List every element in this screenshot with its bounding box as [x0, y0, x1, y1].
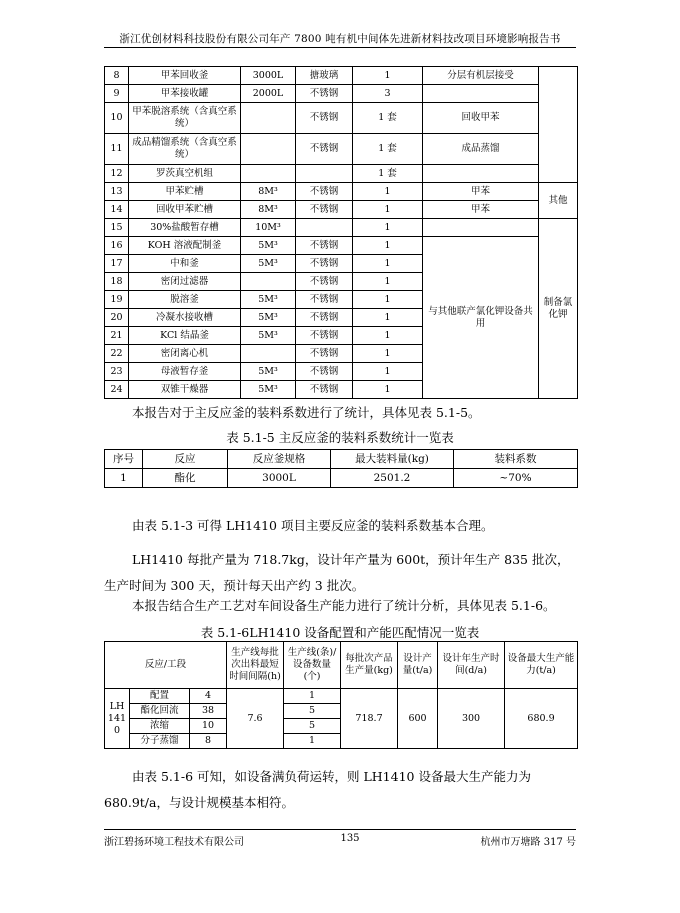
equipment-quantity: 1: [353, 237, 423, 255]
equipment-spec: 5M³: [241, 237, 296, 255]
row-number: 9: [105, 85, 129, 103]
equipment-name: 罗茨真空机组: [129, 165, 241, 183]
equipment-material: 不锈钢: [296, 237, 353, 255]
equipment-note: [423, 219, 539, 237]
row-number: 22: [105, 345, 129, 363]
equipment-name: 脱溶釜: [129, 291, 241, 309]
equipment-quantity: 1: [353, 201, 423, 219]
paragraph-production: LH1410 每批产量为 718.7kg，设计年产量为 600t，预计年生产 835 批次，生产时间为 300 天，预计每天出产约 3 批次。: [104, 552, 570, 593]
step-lines: 1: [284, 734, 341, 749]
equipment-quantity: 1: [353, 381, 423, 399]
table-row: [105, 134, 578, 165]
table-header-row: [105, 450, 578, 469]
row-number: 10: [105, 103, 129, 134]
equipment-name: 母液暂存釜: [129, 363, 241, 381]
step-lines: 5: [284, 719, 341, 734]
column-header: 装料系数: [454, 450, 578, 469]
fill-coefficient-table: [104, 449, 578, 488]
equipment-name: 甲苯接收罐: [129, 85, 241, 103]
step-count: 8: [190, 734, 227, 749]
time-cell: 300: [438, 689, 505, 749]
header-rule: [104, 47, 576, 48]
equipment-material: 不锈钢: [296, 363, 353, 381]
row-number: 21: [105, 327, 129, 345]
equipment-quantity: 1 套: [353, 103, 423, 134]
equipment-spec: 8M³: [241, 201, 296, 219]
capacity-cell: 680.9: [505, 689, 578, 749]
equipment-note: 回收甲苯: [423, 103, 539, 134]
step-name: 配置: [130, 689, 190, 704]
equipment-spec: 3000L: [241, 67, 296, 85]
equipment-spec: 2000L: [241, 85, 296, 103]
paragraph-fill-conclusion: 由表 5.1-3 可得 LH1410 项目主要反应釜的装料系数基本合理。: [132, 518, 494, 533]
step-name: 浓缩: [130, 719, 190, 734]
equipment-material: 搪玻璃: [296, 67, 353, 85]
table-caption-5-1-5: 表 5.1-5 主反应釜的装料系数统计一览表: [226, 430, 454, 445]
equipment-quantity: 1: [353, 67, 423, 85]
equipment-name: KOH 溶液配制釜: [129, 237, 241, 255]
equipment-quantity: 1 套: [353, 165, 423, 183]
header-interval: 生产线每批次出料最短时间间隔(h): [227, 642, 284, 689]
equipment-name: 密闭离心机: [129, 345, 241, 363]
equipment-material: [296, 219, 353, 237]
table-cell: ~70%: [454, 469, 578, 488]
equipment-name: KCl 结晶釜: [129, 327, 241, 345]
row-number: 17: [105, 255, 129, 273]
equipment-quantity: 1 套: [353, 134, 423, 165]
row-number: 18: [105, 273, 129, 291]
equipment-spec: 5M³: [241, 381, 296, 399]
row-number: 16: [105, 237, 129, 255]
table-cell: 酯化: [143, 469, 228, 488]
equipment-note: 甲苯: [423, 201, 539, 219]
footer-company: 浙江碧扬环境工程技术有限公司: [104, 837, 244, 848]
paragraph-capacity-intro: 本报告结合生产工艺对车间设备生产能力进行了统计分析，具体见表 5.1-6。: [132, 598, 556, 613]
equipment-spec: 5M³: [241, 291, 296, 309]
group-blank: [539, 67, 578, 183]
row-number: 15: [105, 219, 129, 237]
equipment-name: 甲苯贮槽: [129, 183, 241, 201]
table-caption-5-1-6: 表 5.1-6LH1410 设备配置和产能匹配情况一览表: [200, 625, 480, 640]
row-number: 23: [105, 363, 129, 381]
equipment-spec: [241, 103, 296, 134]
equipment-quantity: 1: [353, 291, 423, 309]
equipment-quantity: 1: [353, 345, 423, 363]
product-cell: LH1410: [105, 689, 130, 749]
step-lines: 5: [284, 704, 341, 719]
row-number: 12: [105, 165, 129, 183]
table-row: [105, 165, 578, 183]
step-count: 4: [190, 689, 227, 704]
table-row: [105, 103, 578, 134]
table-row: [105, 219, 578, 237]
footer-address: 杭州市万塘路 317 号: [480, 837, 576, 848]
column-header: 最大装料量(kg): [331, 450, 454, 469]
row-number: 19: [105, 291, 129, 309]
equipment-name: 回收甲苯贮槽: [129, 201, 241, 219]
equipment-quantity: 1: [353, 255, 423, 273]
header-design: 设计产量(t/a): [398, 642, 438, 689]
table-row: [105, 183, 578, 201]
equipment-spec: 8M³: [241, 183, 296, 201]
equipment-material: 不锈钢: [296, 291, 353, 309]
equipment-spec: [241, 134, 296, 165]
equipment-spec: [241, 345, 296, 363]
equipment-material: 不锈钢: [296, 255, 353, 273]
table-row: [105, 201, 578, 219]
equipment-quantity: 1: [353, 273, 423, 291]
equipment-name: 双锥干燥器: [129, 381, 241, 399]
equipment-quantity: 1: [353, 183, 423, 201]
group-kcl: 制备氯化钾: [539, 219, 578, 399]
equipment-material: 不锈钢: [296, 183, 353, 201]
equipment-material: 不锈钢: [296, 85, 353, 103]
row-number: 13: [105, 183, 129, 201]
row-number: 8: [105, 67, 129, 85]
equipment-material: 不锈钢: [296, 381, 353, 399]
equipment-spec: 5M³: [241, 363, 296, 381]
capacity-table: [104, 641, 578, 749]
equipment-name: 密闭过滤器: [129, 273, 241, 291]
equipment-material: [296, 165, 353, 183]
row-number: 14: [105, 201, 129, 219]
interval-cell: 7.6: [227, 689, 284, 749]
table-row: [105, 469, 578, 488]
row-number: 24: [105, 381, 129, 399]
equipment-name: 冷凝水接收槽: [129, 309, 241, 327]
equipment-name: 成品精馏系统（含真空系统）: [129, 134, 241, 165]
table-cell: 2501.2: [331, 469, 454, 488]
equipment-quantity: 3: [353, 85, 423, 103]
equipment-spec: 10M³: [241, 219, 296, 237]
equipment-name: 甲苯脱溶系统（含真空系统）: [129, 103, 241, 134]
footer-rule: [104, 829, 576, 830]
equipment-material: 不锈钢: [296, 345, 353, 363]
equipment-note: [423, 85, 539, 103]
row-number: 11: [105, 134, 129, 165]
group-other: 其他: [539, 183, 578, 219]
table-row: [105, 67, 578, 85]
equipment-quantity: 1: [353, 363, 423, 381]
equipment-note: 甲苯: [423, 183, 539, 201]
equipment-material: 不锈钢: [296, 327, 353, 345]
table-cell: 1: [105, 469, 143, 488]
equipment-quantity: 1: [353, 327, 423, 345]
batch-cell: 718.7: [341, 689, 398, 749]
equipment-quantity: 1: [353, 219, 423, 237]
equipment-quantity: 1: [353, 309, 423, 327]
equipment-spec: 5M³: [241, 309, 296, 327]
header-stage: 反应/工段: [105, 642, 227, 689]
table-cell: 3000L: [228, 469, 331, 488]
page-number: 135: [340, 833, 360, 844]
table-row: [105, 85, 578, 103]
page-header: 浙江优创材料科技股份有限公司年产 7800 吨有机中间体先进新材料技改项目环境影响报告书: [119, 33, 561, 45]
column-header: 反应釜规格: [228, 450, 331, 469]
step-name: 分子蒸馏: [130, 734, 190, 749]
equipment-note: [423, 165, 539, 183]
equipment-spec: [241, 165, 296, 183]
column-header: 反应: [143, 450, 228, 469]
equipment-table: [104, 66, 578, 399]
group-shared-note: 与其他联产氯化钾设备共用: [423, 237, 539, 399]
equipment-spec: 5M³: [241, 327, 296, 345]
equipment-material: 不锈钢: [296, 273, 353, 291]
equipment-material: 不锈钢: [296, 103, 353, 134]
equipment-material: 不锈钢: [296, 309, 353, 327]
step-name: 酯化回流: [130, 704, 190, 719]
paragraph-fill-intro: 本报告对于主反应釜的装料系数进行了统计，具体见表 5.1-5。: [132, 405, 481, 420]
equipment-spec: [241, 273, 296, 291]
equipment-material: 不锈钢: [296, 201, 353, 219]
column-header: 序号: [105, 450, 143, 469]
equipment-name: 中和釜: [129, 255, 241, 273]
header-time: 设计年生产时间(d/a): [438, 642, 505, 689]
design-cell: 600: [398, 689, 438, 749]
equipment-note: 分层有机层接受: [423, 67, 539, 85]
header-lines: 生产线(条)/设备数量(个): [284, 642, 341, 689]
equipment-spec: 5M³: [241, 255, 296, 273]
equipment-note: 成品蒸馏: [423, 134, 539, 165]
equipment-name: 甲苯回收釜: [129, 67, 241, 85]
table-row: [105, 237, 578, 255]
header-capacity: 设备最大生产能力(t/a): [505, 642, 578, 689]
step-count: 38: [190, 704, 227, 719]
header-batch: 每批次产品生产量(kg): [341, 642, 398, 689]
equipment-material: 不锈钢: [296, 134, 353, 165]
equipment-name: 30%盐酸暂存槽: [129, 219, 241, 237]
row-number: 20: [105, 309, 129, 327]
paragraph-capacity-conclusion: 由表 5.1-6 可知，如设备满负荷运转，则 LH1410 设备最大生产能力为 680.9t/a，与设计规模基本相符。: [104, 769, 531, 810]
step-count: 10: [190, 719, 227, 734]
step-lines: 1: [284, 689, 341, 704]
